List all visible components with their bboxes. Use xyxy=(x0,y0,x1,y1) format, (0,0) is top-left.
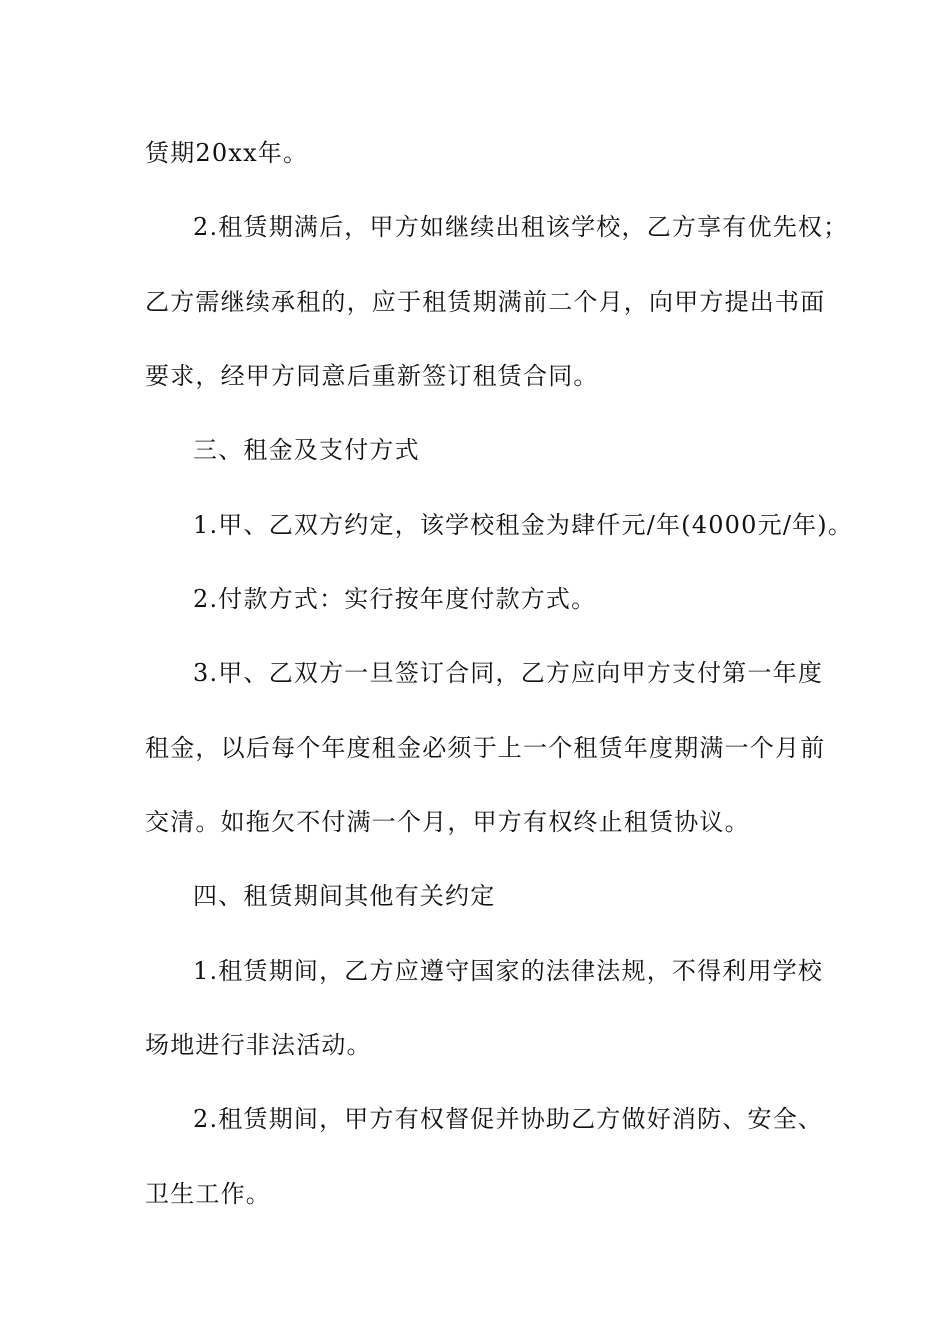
text-line: 场地进行非法活动。 xyxy=(145,1031,372,1059)
paragraph-payment-terms: 3.甲、乙双方一旦签订合同，乙方应向甲方支付第一年度 xyxy=(193,659,824,687)
text-line: 交清。如拖欠不付满一个月，甲方有权终止租赁协议。 xyxy=(145,808,750,836)
text-line: 乙方需继续承租的，应于租赁期满前二个月，向甲方提出书面 xyxy=(145,288,826,316)
paragraph-rent-amount: 1.甲、乙双方约定，该学校租金为肆仟元/年(4000元/年)。 xyxy=(193,511,854,539)
section-heading-rent: 三、租金及支付方式 xyxy=(193,436,420,464)
paragraph-payment-method: 2.付款方式：实行按年度付款方式。 xyxy=(193,585,597,613)
paragraph-safety: 2.租赁期间，甲方有权督促并协助乙方做好消防、安全、 xyxy=(193,1105,824,1133)
text-line: 卫生工作。 xyxy=(145,1180,271,1208)
paragraph-legal-compliance: 1.租赁期间，乙方应遵守国家的法律法规，不得利用学校 xyxy=(193,957,824,985)
text-line: 赁期20xx年。 xyxy=(145,139,309,167)
text-line: 要求，经甲方同意后重新签订租赁合同。 xyxy=(145,362,599,390)
paragraph-lease-renewal: 2.租赁期满后，甲方如继续出租该学校，乙方享有优先权； xyxy=(193,213,849,241)
text-line: 租金，以后每个年度租金必须于上一个租赁年度期满一个月前 xyxy=(145,734,826,762)
section-heading-other-terms: 四、租赁期间其他有关约定 xyxy=(193,882,496,910)
